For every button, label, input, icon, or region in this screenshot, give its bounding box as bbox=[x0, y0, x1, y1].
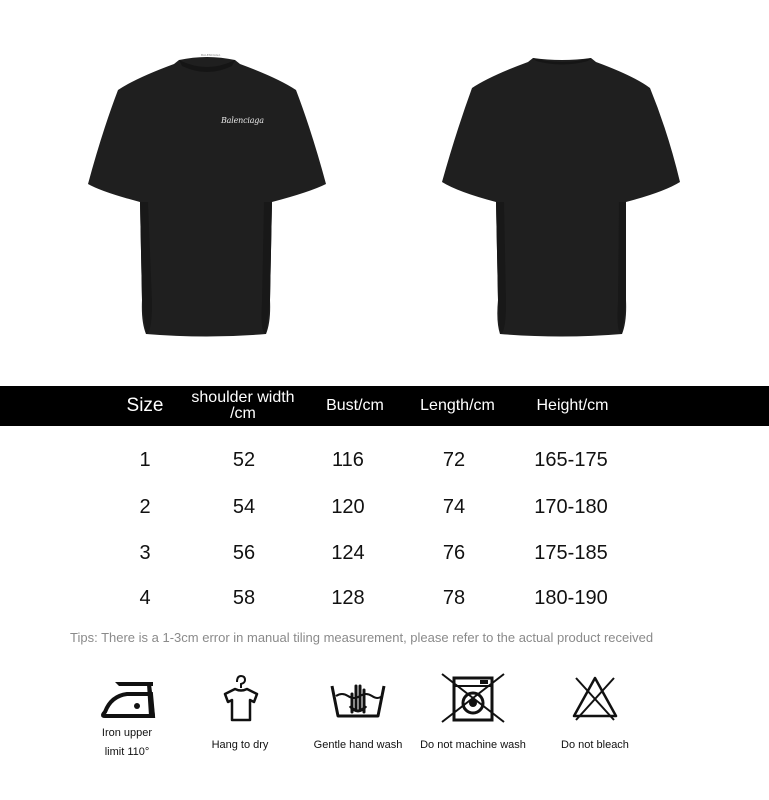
table-header bbox=[0, 386, 769, 426]
header-bust: Bust/cm bbox=[326, 397, 384, 414]
iron-icon bbox=[97, 672, 157, 724]
care-iron-line1: Iron upper bbox=[101, 727, 153, 739]
care-no-bleach-label: Do not bleach bbox=[561, 739, 629, 751]
size-chart-table bbox=[0, 386, 769, 609]
header-height: Height/cm bbox=[536, 397, 609, 414]
cell-bust: 124 bbox=[331, 541, 365, 564]
cell-shoulder: 58 bbox=[232, 586, 256, 609]
no-machine-wash-icon bbox=[440, 672, 506, 724]
care-hand-wash bbox=[306, 672, 410, 755]
svg-text:BALENCIAGA: BALENCIAGA bbox=[201, 53, 221, 57]
tshirt-back-image bbox=[438, 52, 686, 337]
hand-wash-icon bbox=[328, 672, 388, 724]
hanger-shirt-icon bbox=[215, 672, 265, 724]
cell-bust: 120 bbox=[331, 495, 365, 518]
table-row bbox=[0, 578, 769, 618]
cell-length: 72 bbox=[442, 448, 466, 471]
header-size: Size bbox=[126, 395, 164, 416]
measurement-tips: Tips: There is a 1-3cm error in manual tiling measurement, please refer to the actual product received bbox=[70, 630, 654, 645]
care-iron bbox=[92, 672, 162, 762]
cell-size: 3 bbox=[139, 541, 151, 564]
cell-size: 4 bbox=[139, 586, 151, 609]
care-hang-label: Hang to dry bbox=[211, 739, 269, 751]
cell-size: 1 bbox=[139, 448, 151, 471]
cell-length: 74 bbox=[442, 495, 466, 518]
care-hang bbox=[204, 672, 276, 755]
table-row bbox=[0, 487, 769, 527]
header-shoulder-line1: shoulder width bbox=[191, 389, 295, 406]
cell-height: 165-175 bbox=[534, 448, 608, 471]
table-row bbox=[0, 440, 769, 480]
cell-length: 76 bbox=[442, 541, 466, 564]
cell-size: 2 bbox=[139, 495, 151, 518]
cell-height: 175-185 bbox=[534, 541, 608, 564]
header-shoulder-width bbox=[178, 386, 308, 426]
cell-bust: 128 bbox=[331, 586, 365, 609]
cell-length: 78 bbox=[442, 586, 466, 609]
product-images bbox=[0, 0, 769, 380]
cell-shoulder: 54 bbox=[232, 495, 256, 518]
no-bleach-icon bbox=[570, 672, 620, 724]
cell-height: 170-180 bbox=[534, 495, 608, 518]
header-length: Length/cm bbox=[420, 397, 495, 414]
care-wash-label: Gentle hand wash bbox=[313, 739, 403, 751]
care-no-bleach bbox=[548, 672, 642, 755]
care-iron-line2: limit 110° bbox=[104, 746, 150, 758]
table-row bbox=[0, 533, 769, 573]
tshirt-front-icon bbox=[82, 52, 332, 337]
header-shoulder-line2: /cm bbox=[230, 405, 256, 422]
tshirt-back-icon bbox=[438, 52, 686, 337]
cell-height: 180-190 bbox=[534, 586, 608, 609]
care-no-machine-wash bbox=[412, 672, 534, 755]
tshirt-front-image bbox=[82, 52, 332, 337]
cell-bust: 116 bbox=[332, 448, 364, 471]
care-no-machine-label: Do not machine wash bbox=[420, 739, 526, 751]
cell-shoulder: 52 bbox=[232, 448, 256, 471]
cell-shoulder: 56 bbox=[232, 541, 256, 564]
brand-logo: Balenciaga bbox=[221, 116, 264, 125]
